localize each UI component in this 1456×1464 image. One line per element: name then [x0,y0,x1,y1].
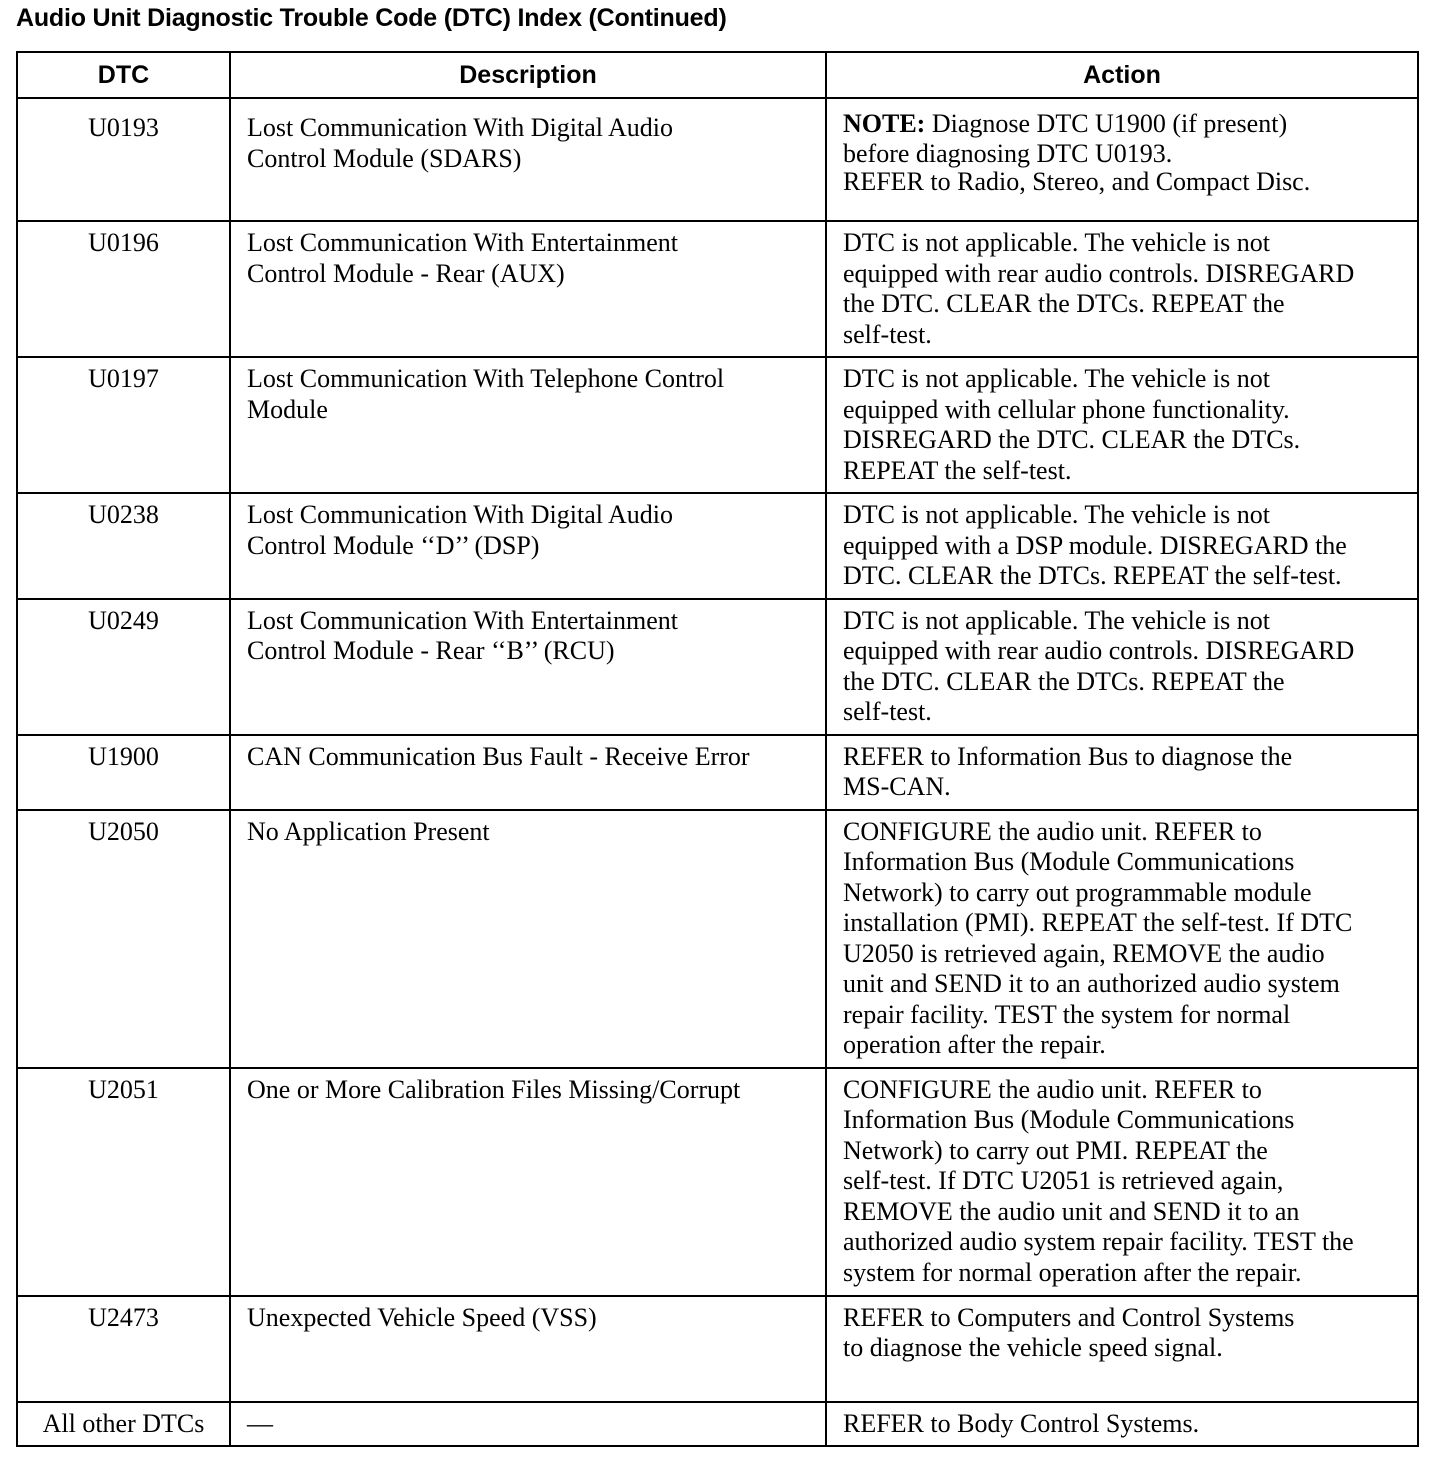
action-line: DTC is not applicable. The vehicle is not [843,500,1270,529]
dtc-action [826,599,1418,735]
action-line: self-test. [843,319,932,349]
column-header-dtc: DTC [17,52,230,98]
action-line: CONFIGURE the audio unit. REFER to [843,1074,1262,1104]
dtc-description [230,98,826,221]
action-line: self-test. If DTC U2051 is retrieved again, [843,1166,1284,1195]
table-row [17,98,1418,221]
action-line: CONFIGURE the audio unit. REFER to [843,816,1262,846]
action-line: Network) to carry out PMI. REPEAT the [843,1135,1268,1165]
description-line: Module [247,394,328,424]
description-line: Control Module - Rear ‘‘B’’ (RCU) [247,636,615,665]
dtc-description [230,599,826,735]
action-line: REFER to Computers and Control Systems [843,1302,1295,1332]
action-line: DISREGARD the DTC. CLEAR the DTCs. [843,425,1301,454]
action-line: the DTC. CLEAR the DTCs. REPEAT the [843,289,1285,318]
description-line: Lost Communication With Entertainment [247,228,679,257]
table-row [17,735,1418,810]
dtc-code: U0197 [17,357,230,493]
dtc-description [230,221,826,357]
description-line: Unexpected Vehicle Speed (VSS) [247,1302,597,1332]
table-row [17,1296,1418,1402]
action-line: Information Bus (Module Communications [843,847,1295,876]
column-header-action: Action [826,52,1418,98]
action-line: authorized audio system repair facility. TEST the [843,1227,1354,1256]
dtc-description [230,810,826,1068]
description-line: Lost Communication With Digital Audio [247,113,674,142]
dtc-action [826,1296,1418,1402]
dtc-code: U0193 [17,98,230,221]
dtc-description [230,735,826,810]
table-header-row [17,52,1418,98]
description-line: Control Module - Rear (AUX) [247,258,565,288]
action-line: before diagnosing DTC U0193. [843,138,1173,168]
page-title: Audio Unit Diagnostic Trouble Code (DTC) Index (Continued) [16,4,727,32]
action-line: REFER to Information Bus to diagnose the [843,741,1293,771]
dtc-action [826,810,1418,1068]
action-line: REFER to Body Control Systems. [843,1408,1200,1438]
description-line: One or More Calibration Files Missing/Corrupt [247,1074,741,1104]
action-line: REPEAT the self-test. [843,455,1072,485]
description-line: Lost Communication With Entertainment [247,605,679,635]
table-row [17,493,1418,599]
description-line: — [247,1408,273,1438]
action-line: U2050 is retrieved again, REMOVE the audio [843,938,1325,968]
action-line: equipped with rear audio controls. DISREGARD [843,258,1355,288]
dtc-action [826,98,1418,221]
column-header-description: Description [230,52,826,98]
action-text: Diagnose DTC U1900 (if present) [925,109,1288,138]
dtc-description [230,1068,826,1296]
action-line [843,109,1409,140]
dtc-code: U0249 [17,599,230,735]
action-line: equipped with rear audio controls. DISREGARD [843,636,1355,665]
dtc-code: U0238 [17,493,230,599]
dtc-action [826,1402,1418,1447]
dtc-index-table [16,51,1419,1447]
action-line: Information Bus (Module Communications [843,1105,1295,1134]
description-line: Control Module (SDARS) [247,143,522,173]
action-line: DTC is not applicable. The vehicle is not [843,605,1270,635]
note-label: NOTE: [843,109,926,138]
action-line: DTC is not applicable. The vehicle is not [843,228,1270,257]
action-line: to diagnose the vehicle speed signal. [843,1333,1223,1362]
dtc-description [230,1402,826,1447]
dtc-action [826,735,1418,810]
dtc-description [230,1296,826,1402]
description-line: Control Module ‘‘D’’ (DSP) [247,530,540,560]
action-line: equipped with cellular phone functionality. [843,394,1290,424]
dtc-code: All other DTCs [17,1402,230,1447]
dtc-code: U2050 [17,810,230,1068]
action-line: operation after the repair. [843,1030,1106,1059]
action-line: Network) to carry out programmable module [843,877,1312,907]
dtc-action [826,357,1418,493]
dtc-code: U2051 [17,1068,230,1296]
table-row [17,810,1418,1068]
description-line: Lost Communication With Digital Audio [247,500,674,529]
table-row [17,599,1418,735]
action-line: REMOVE the audio unit and SEND it to an [843,1196,1300,1226]
action-line: repair facility. TEST the system for normal [843,999,1291,1029]
action-line: REFER to Radio, Stereo, and Compact Disc. [843,166,1311,196]
dtc-code: U1900 [17,735,230,810]
action-line: DTC. CLEAR the DTCs. REPEAT the self-test. [843,561,1342,590]
dtc-code: U0196 [17,221,230,357]
table-row [17,221,1418,357]
dtc-description [230,493,826,599]
action-line: installation (PMI). REPEAT the self-test. If DTC [843,908,1353,937]
dtc-action [826,1068,1418,1296]
table-row [17,1402,1418,1447]
dtc-code: U2473 [17,1296,230,1402]
action-line: equipped with a DSP module. DISREGARD the [843,530,1347,560]
description-line: CAN Communication Bus Fault - Receive Error [247,741,750,771]
table-row [17,357,1418,493]
action-line: the DTC. CLEAR the DTCs. REPEAT the [843,666,1285,696]
dtc-action [826,493,1418,599]
table-row [17,1068,1418,1296]
action-line: MS-CAN. [843,772,951,801]
dtc-description [230,357,826,493]
action-line: DTC is not applicable. The vehicle is not [843,364,1270,393]
description-line: Lost Communication With Telephone Control [247,364,725,393]
action-line: system for normal operation after the repair. [843,1257,1302,1287]
action-line: self-test. [843,697,932,726]
dtc-action [826,221,1418,357]
description-line: No Application Present [247,816,490,846]
action-line: unit and SEND it to an authorized audio system [843,969,1340,998]
